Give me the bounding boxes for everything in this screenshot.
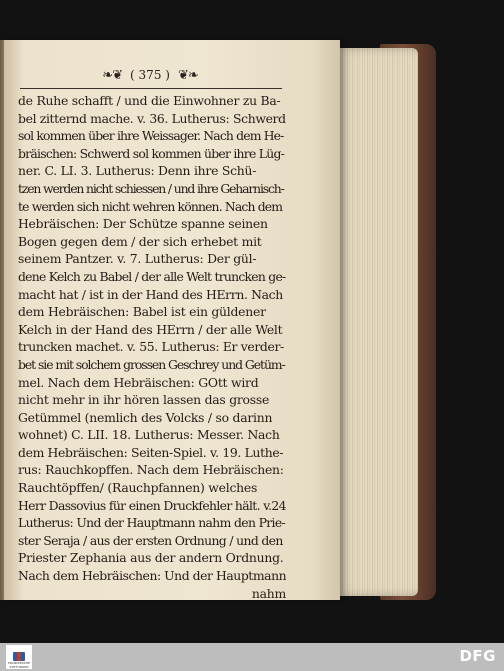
text-line: wohnet) C. LII. 18. Lutherus: Messer. Nach — [18, 427, 280, 443]
text-line: Lutherus: Und der Hauptmann nahm den Prie- — [18, 515, 286, 531]
text-line: Priester Zephania aus der andern Ordnung. — [18, 550, 284, 566]
text-line: Rauchtöpffen/ (Rauchpfannen) welches — [18, 480, 258, 496]
text-line: seinem Pantzer. v. 7. Lutherus: Der gül- — [18, 251, 257, 267]
text-line: dene Kelch zu Babel / der alle Welt truncken ge- — [18, 268, 286, 284]
text-line: te werden sich nicht wehren können. Nach dem — [18, 198, 283, 214]
text-line: Getümmel (nemlich des Volcks / so darinn — [18, 409, 273, 425]
text-line: bräischen: Schwerd sol kommen über ihre Lüg- — [18, 145, 285, 161]
text-line: de Ruhe schafft / und die Einwohner zu Ba- — [18, 93, 281, 108]
catchword: nahm — [251, 585, 286, 601]
text-line: ster Seraja / aus der ersten Ordnung / und den — [18, 532, 283, 548]
logo-mark-icon — [13, 652, 25, 661]
text-line: ner. C. LI. 3. Lutherus: Denn ihre Schü- — [18, 163, 257, 179]
ornament-right-icon: ❦❧ — [177, 67, 198, 83]
text-line: Nach dem Hebräischen: Und der Hauptmann — [18, 568, 286, 584]
text-line: Kelch in der Hand des HErrn / der alle Welt — [18, 321, 283, 337]
text-line: bel zitternd mache. v. 36. Lutherus: Schwerd — [18, 110, 286, 126]
text-line: nicht mehr in ihr hören lassen das grosse — [18, 392, 270, 408]
dfg-logo[interactable]: DFG — [459, 647, 496, 665]
text-line: dem Hebräischen: Babel ist ein güldener — [18, 304, 266, 320]
text-line: rus: Rauchkopffen. Nach dem Hebräischen: — [18, 462, 284, 478]
franckesche-stiftungen-logo[interactable] — [6, 645, 32, 669]
text-line: macht hat / ist in der Hand des HErrn. Nach — [18, 286, 283, 302]
logo-text: FRANCKESCHE STIFTUNGEN — [7, 661, 31, 669]
text-line: mel. Nach dem Hebräischen: GOtt wird — [18, 374, 259, 390]
text-line: sol kommen über ihre Weissager. Nach dem He- — [18, 128, 284, 144]
ornament-left-icon: ❧❦ — [102, 67, 123, 83]
text-line: Hebräischen: Der Schütze spanne seinen — [18, 216, 268, 232]
text-line: truncken machet. v. 55. Lutherus: Er verder- — [18, 339, 284, 355]
text-line: bet sie mit solchem grossen Geschrey und Getüm- — [18, 356, 285, 372]
text-line: tzen werden nicht schiessen / und ihre Geharnisch- — [18, 180, 284, 196]
text-line: Bogen gegen dem / der sich erhebet mit — [18, 233, 262, 249]
page-header — [20, 64, 280, 86]
text-line: Herr Dassovius für einen Druckfehler hält. v.24 — [18, 497, 286, 513]
page-text — [18, 92, 286, 602]
page-number: ( 375 ) — [130, 68, 170, 82]
viewer-footer-bar — [0, 643, 504, 671]
header-rule — [20, 88, 282, 89]
page-fore-edge — [338, 48, 418, 596]
text-line: dem Hebräischen: Seiten-Spiel. v. 19. Luthe- — [18, 444, 284, 460]
